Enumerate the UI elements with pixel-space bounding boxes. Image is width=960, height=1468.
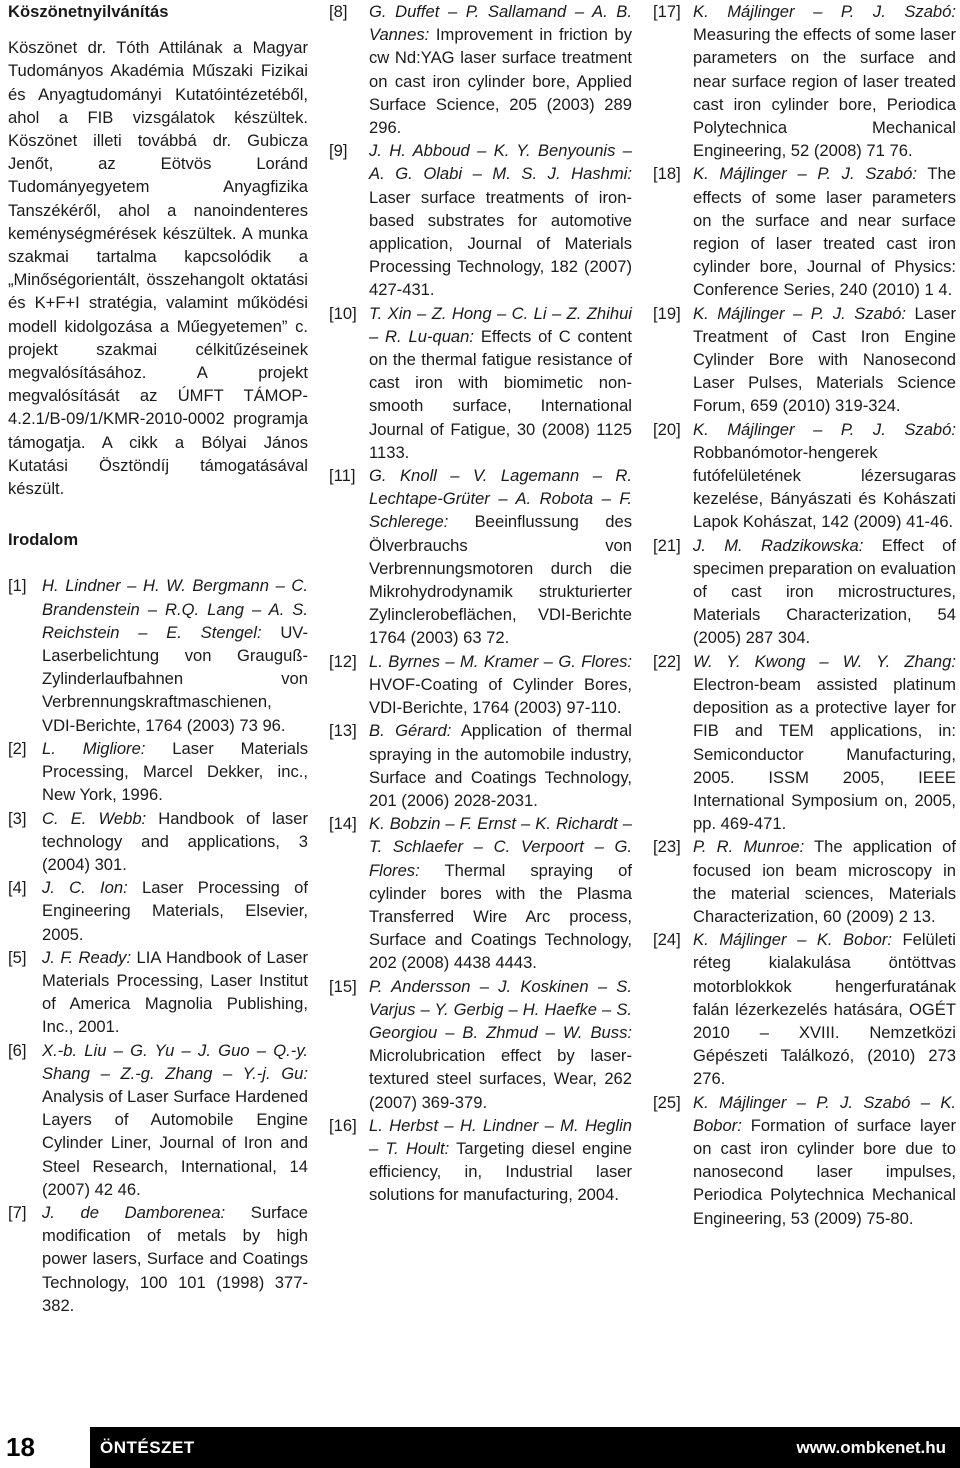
acknowledgement-text: Köszönet dr. Tóth Attilának a Magyar Tudományos Akadémia Műszaki Fizikai és Anyagtudományi Kutatóintézetéből, ahol a FIB vizsgálatok készültek. Köszönet illeti továbbá dr. Gubicza Jenőt, az Eötvös Loránd Tudományegyetem Anyagfizika Tanszékéről, ahol a nanoindenteres keménységmérések készültek. A munka szakmai tartalma kapcsolódik a „Minőségorientált, összehangolt oktatási és K+F+I stratégia, valamint működési modell kidolgozása a Műegyetemen” c. projekt szakmai célkitűzéseinek megvalósításához. A projekt megvalósítását az ÚMFT TÁMOP-4.2.1/B-09/1/KMR-2010-0002 programja támogatja. A cikk a Bólyai János Kutatási Ösztöndíj támogatásával készült. [8,38,308,499]
reference-item [653,650,956,836]
page-number: 18 [6,1432,35,1462]
reference-number: [8] [329,2,348,21]
reference-item [329,650,632,720]
reference-citation: The effects of some laser parameters on the surface and near surface region of laser treated cast iron cylinder bore, Journal of Physics: Conference Series, 240 (2010) 1 4. [693,164,957,300]
reference-authors: K. Májlinger – P. J. Szabó – K. Bobor: [693,1092,956,1135]
reference-item [653,302,956,418]
reference-authors: L. Herbst – H. Lindner – M. Heglin – T. Hoult: [369,1115,632,1158]
reference-number: [22] [653,651,681,671]
column-2 [329,0,632,1207]
reference-citation: Measuring the effects of some laser parameters on the surface and near surface region of laser treated cast iron cylinder bore, Periodica Polytechnica Mechanical Engineering, 52 (2008) 71 76. [693,25,956,161]
reference-authors: G. Knoll – V. Lagemann – R. Lechtape-Grüter – A. Robota – F. Schlerege: [369,466,632,532]
reference-citation: Handbook of laser technology and applications, 3 (2004) 301. [42,808,308,874]
reference-number: [13] [329,721,357,741]
reference-item [329,302,632,464]
reference-citation: Robbanómotor-hengerek futófelületének lézersugaras kezelése, Bányászati és Kohászati Lapok Kohászat, 142 (2009) 41-46. [693,442,956,532]
reference-citation: UV-Laserbelichtung von Grauguß-Zylinderlaufbahnen von Verbrennungskraftmaschienen, VDI-Berichte, 1764 (2003) 73 96. [42,622,308,735]
page-footer [0,1427,960,1468]
reference-body [693,928,956,1090]
reference-number: [18] [653,164,681,184]
reference-authors: H. Lindner – H. W. Bergmann – C. Brandenstein – R.Q. Lang – A. S. Reichstein – E. Stengel: [42,576,308,642]
reference-body [693,0,956,162]
reference-authors: T. Xin – Z. Hong – C. Li – Z. Zhihui – R. Lu-quan: [369,303,632,346]
reference-number: [24] [653,930,681,950]
reference-authors: K. Májlinger – P. J. Szabó: [693,419,956,439]
reference-number: [17] [653,2,681,21]
reference-citation: Effects of C content on the thermal fatigue resistance of cast iron with biomimetic non-smooth surface, International Journal of Fatigue, 30 (2008) 1125 1133. [369,326,632,462]
reference-citation: Beeinflussung des Ölverbrauchs von Verbrennungsmotoren durch die Mikrohydrodynamik strukturierter Zylinclerobeflächen, VDI-Berichte 1764 (2003) 63 72. [369,512,632,648]
reference-body [369,302,632,464]
reference-authors: P. R. Munroe: [693,837,805,857]
reference-number: [4] [8,878,27,898]
reference-body [693,302,956,418]
reference-body [369,1114,632,1207]
reference-number: [19] [653,303,681,323]
acknowledgement-heading: Köszönetnyilvánítás [8,2,169,21]
reference-number: [7] [8,1202,27,1222]
reference-body [42,807,308,877]
reference-item [8,1039,308,1201]
reference-body [693,418,956,534]
reference-number: [20] [653,419,681,439]
reference-citation: Laser surface treatments of iron-based substrates for automotive application, Journal of Materials Processing Technology, 182 (2007) 427-431. [369,187,632,300]
reference-body [369,812,632,974]
reference-item [8,876,308,946]
reference-body [42,737,308,807]
reference-authors: P. Andersson – J. Koskinen – S. Varjus – Y. Gerbig – H. Haefke – S. Georgiou – B. Zhmud – W. Buss: [369,976,632,1042]
reference-citation: Laser Materials Processing, Marcel Dekker, inc., New York, 1996. [42,738,308,805]
reference-number: [1] [8,576,27,596]
reference-authors: C. E. Webb: [42,808,147,828]
reference-body [693,534,956,650]
reference-authors: K. Májlinger – P. J. Szabó: [693,164,917,184]
reference-citation: Electron-beam assisted platinum deposition as a protective layer for FIB and TEM applications, in: Semiconductor Manufacturing, 2005. ISSM 2005, IEEE International Symposium on, 2005, pp. 469-471. [693,674,956,834]
reference-authors: B. Gérard: [369,721,452,741]
reference-body [42,574,308,736]
reference-number: [16] [329,1115,357,1135]
reference-item [8,807,308,877]
reference-citation: Application of thermal spraying in the automobile industry, Surface and Coatings Technology, 201 (2006) 2028-2031. [369,721,632,810]
reference-authors: J. F. Ready: [42,947,132,967]
reference-item [653,162,956,301]
journal-name: ÖNTÉSZET [100,1438,195,1457]
reference-item [653,534,956,650]
reference-item [8,737,308,807]
reference-citation: Surface modification of metals by high power lasers, Surface and Coatings Technology, 100 101 (1998) 377-382. [42,1202,308,1315]
references-heading: Irodalom [8,530,79,550]
reference-item [329,464,632,650]
reference-item [329,1114,632,1207]
reference-citation: Targeting diesel engine efficiency, in, Industrial laser solutions for manufacturing, 2004. [369,1138,632,1205]
reference-body [693,1091,956,1230]
reference-number: [25] [653,1092,681,1112]
reference-body [369,139,632,301]
reference-body [693,162,956,301]
reference-list-col3 [653,0,956,1230]
reference-citation: Laser Processing of Engineering Materials, Elsevier, 2005. [42,878,308,944]
reference-authors: K. Májlinger – P. J. Szabó: [693,303,906,323]
reference-item [8,1201,308,1317]
reference-citation: Effect of specimen preparation on evaluation of cast iron microstructures, Materials Characterization, 54 (2005) 287 304. [693,535,956,648]
reference-number: [9] [329,141,348,161]
reference-body [369,719,632,812]
website-link[interactable]: www.ombkenet.hu [796,1438,946,1457]
reference-body [693,650,956,836]
reference-number: [21] [653,535,681,555]
reference-citation: Formation of surface layer on cast iron cylinder bore due to nanosecond laser impulses, Periodica Polytechnica Mechanical Engineering, 53 (2009) 75-80. [693,1115,956,1228]
reference-body [42,1039,308,1201]
reference-citation: The application of focused ion beam microscopy in the material sciences, Materials Characterization, 60 (2009) 2 13. [693,837,956,926]
reference-number: [23] [653,837,681,857]
reference-body [42,1201,308,1317]
reference-item [8,574,308,736]
reference-citation: Laser Treatment of Cast Iron Engine Cylinder Bore with Nanosecond Laser Pulses, Materials Science Forum, 659 (2010) 319-324. [693,303,957,416]
reference-item [653,1091,956,1230]
reference-body [369,650,632,720]
reference-body [369,975,632,1114]
reference-citation: HVOF-Coating of Cylinder Bores, VDI-Berichte, 1764 (2003) 97-110. [369,674,632,718]
reference-body [42,946,308,1039]
reference-authors: X.-b. Liu – G. Yu – J. Guo – Q.-y. Shang – Z.-g. Zhang – Y.-j. Gu: [42,1040,308,1083]
reference-authors: J. M. Radzikowska: [693,535,864,555]
reference-item [653,928,956,1090]
reference-item [653,0,956,162]
reference-item [329,975,632,1114]
reference-number: [5] [8,947,27,967]
reference-item [329,139,632,301]
reference-body [369,0,632,139]
reference-authors: K. Májlinger – P. J. Szabó: [693,2,956,21]
reference-authors: K. Bobzin – F. Ernst – K. Richardt – T. Schlaefer – C. Verpoort – G. Flores: [369,814,632,880]
reference-citation: Microlubrication effect by laser-textured steel surfaces, Wear, 262 (2007) 369-379. [369,1046,632,1112]
reference-number: [12] [329,651,357,671]
reference-authors: J. H. Abboud – K. Y. Benyounis – A. G. Olabi – M. S. J. Hashmi: [369,141,632,184]
reference-item [329,719,632,812]
reference-citation: Felületi réteg kialakulása öntöttvas motorblokkok hengerfuratának falán lézerkezelés hatására, OGÉT 2010 – XVIII. Nemzetközi Gépészeti Találkozó, (2010) 273 276. [693,930,956,1089]
column-3 [653,0,956,1230]
reference-item [329,812,632,974]
column-1 [8,0,308,1317]
reference-body [42,876,308,946]
reference-number: [11] [329,466,356,486]
reference-authors: L. Migliore: [42,738,146,758]
reference-number: [15] [329,976,357,996]
reference-authors: J. C. Ion: [42,878,128,898]
reference-list-col2 [329,0,632,1207]
reference-authors: G. Duffet – P. Sallamand – A. B. Vannes: [369,2,632,45]
reference-citation: Improvement in friction by cw Nd:YAG laser surface treatment on cast iron cylinder bore, Applied Surface Science, 205 (2003) 289 296. [369,25,632,138]
reference-item [329,0,632,139]
reference-authors: W. Y. Kwong – W. Y. Zhang: [693,651,956,671]
reference-number: [10] [329,303,357,323]
reference-item [8,946,308,1039]
reference-number: [6] [8,1040,27,1060]
reference-authors: J. de Damborenea: [42,1202,226,1222]
reference-body [693,835,956,928]
reference-authors: K. Májlinger – K. Bobor: [693,930,892,950]
reference-item [653,418,956,534]
reference-number: [3] [8,808,27,828]
reference-citation: LIA Handbook of Laser Materials Processing, Laser Institut of America Magnolia Publishing, Inc., 2001. [42,947,308,1037]
reference-citation: Analysis of Laser Surface Hardened Layers of Automobile Engine Cylinder Liner, Journal of Iron and Steel Research, International, 14 (2007) 42 46. [42,1086,308,1199]
reference-number: [2] [8,738,27,758]
reference-number: [14] [329,814,357,834]
reference-list-col1 [8,574,308,1317]
reference-body [369,464,632,650]
reference-item [653,835,956,928]
reference-citation: Thermal spraying of cylinder bores with the Plasma Transferred Wire Arc process, Surface and Coatings Technology, 202 (2008) 4438 4443. [369,860,632,973]
reference-authors: L. Byrnes – M. Kramer – G. Flores: [369,651,632,671]
